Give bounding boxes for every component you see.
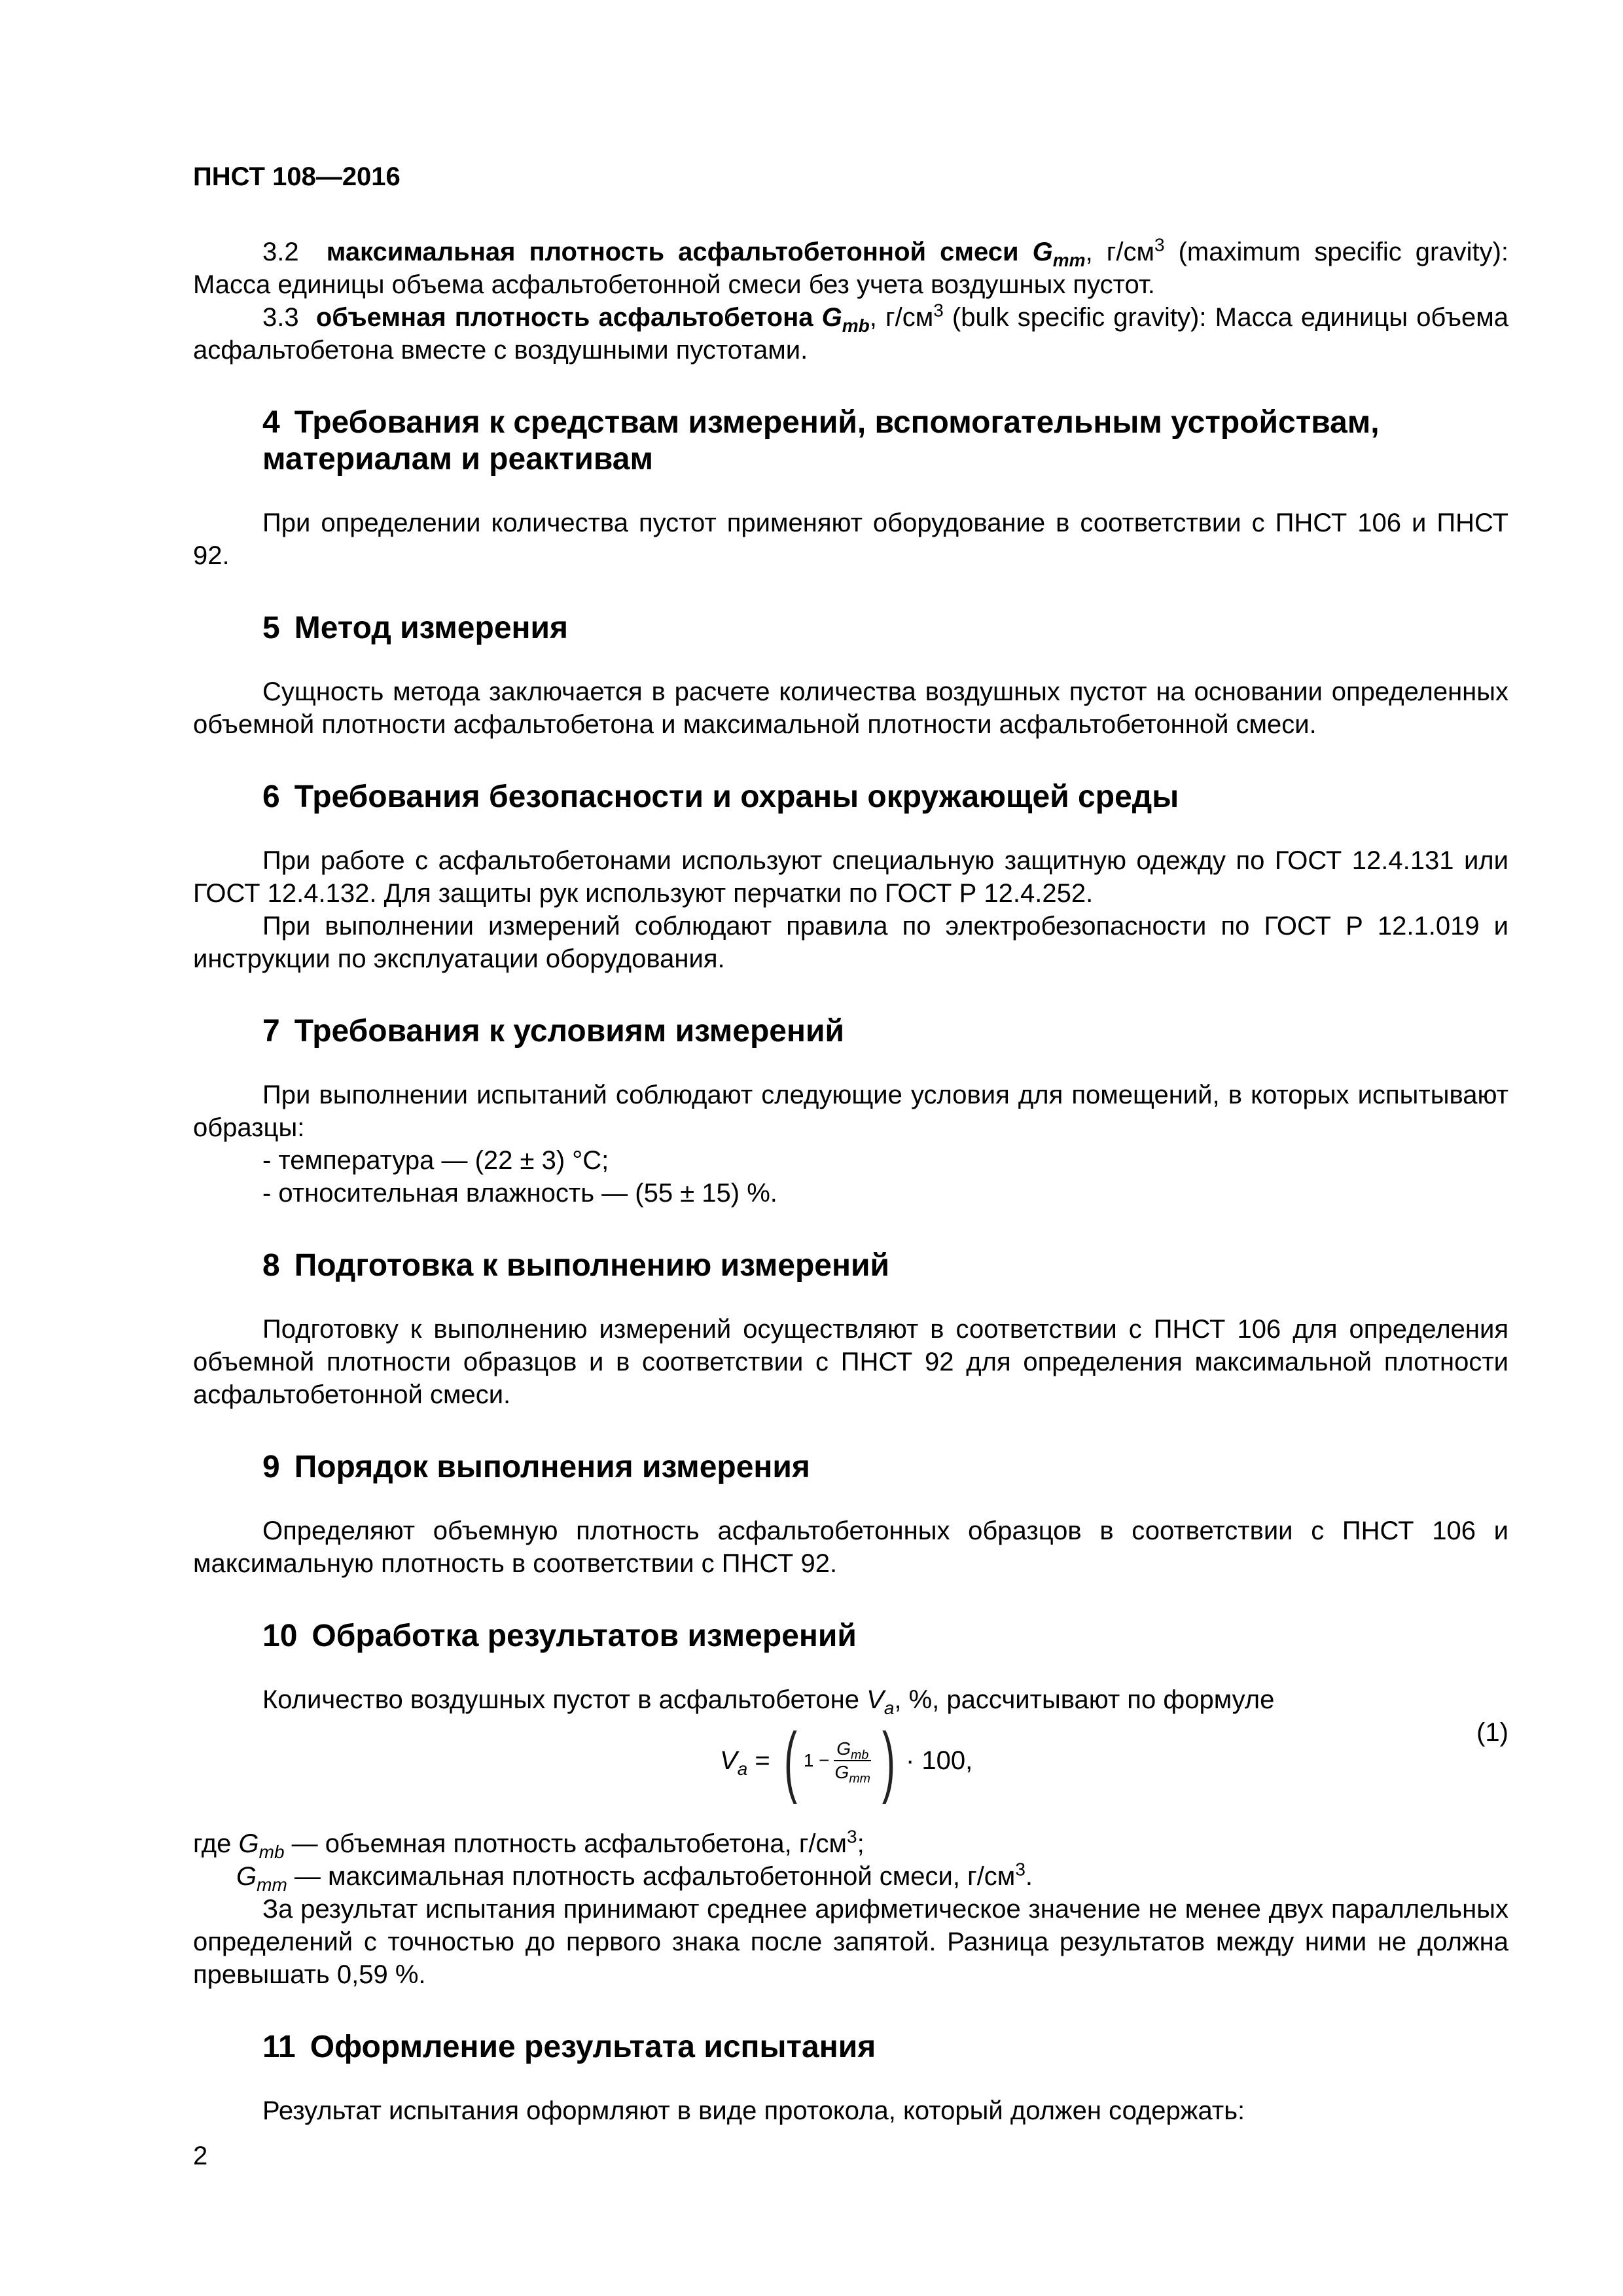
one-minus: 1 −	[803, 1750, 830, 1770]
definition-text: Масса единицы объема асфальтобетонной смеси без учета воздушных пустот.	[193, 270, 1155, 299]
section-title: Обработка результатов измерений	[312, 1619, 857, 1653]
section-8-paragraph: Подготовку к выполнению измерений осуществляют в соответствии с ПНСТ 106 для определения объемной плотности образцов и в соответствии с ПНСТ 92 для определения максимальной плотности асфальтобетонной смеси.	[193, 1315, 1508, 1409]
symbol: G	[1032, 238, 1053, 266]
section-number: 7	[262, 1014, 280, 1049]
gmb-text: — объемная плотность асфальтобетона, г/см	[284, 1829, 847, 1858]
section-11-heading	[193, 2029, 1508, 2066]
document-body	[193, 236, 1508, 2127]
gmb-end: ;	[857, 1829, 865, 1858]
section-title: Порядок выполнения измерения	[294, 1450, 810, 1484]
gmm-subscript: mm	[257, 1874, 287, 1895]
lhs-subscript: a	[737, 1759, 748, 1779]
english-term: (bulk specific gravity):	[943, 303, 1207, 332]
va-symbol: V	[866, 1685, 884, 1714]
section-number: 4	[262, 405, 280, 440]
section-number: 11	[262, 2030, 296, 2064]
variable-definition-gmb	[193, 1827, 1508, 1860]
definition-term: объемная плотность асфальтобетона	[315, 303, 813, 332]
symbol-subscript: mb	[842, 315, 870, 336]
formula-lhs	[720, 1744, 747, 1777]
gmb-symbol: G	[238, 1829, 259, 1858]
section-9-heading	[193, 1449, 1508, 1486]
lhs-symbol: V	[720, 1746, 738, 1775]
fraction-numerator	[834, 1738, 871, 1761]
section-4-paragraph: При определении количества пустот применяют оборудование в соответствии с ПНСТ 106 и ПНСТ 92.	[193, 509, 1508, 570]
section-7-heading	[193, 1013, 1508, 1050]
va-subscript: a	[883, 1698, 895, 1718]
section-6-paragraph-2: При выполнении измерений соблюдают правила по электробезопасности по ГОСТ Р 12.1.019 и инструкции по эксплуатации оборудования.	[193, 912, 1508, 973]
definition-number: 3.3	[262, 303, 299, 332]
definition-text: Масса единицы объема асфальтобетона вместе с воздушными пустотами.	[193, 303, 1509, 365]
section-10-result-paragraph: За результат испытания принимают среднее арифметическое значение не менее двух параллельных определений с точностью до первого знака после запятой. Разница результатов между ними не должна превышать 0,59 %.	[193, 1895, 1508, 1989]
list-item: - относительная влажность — (55 ± 15) %.	[262, 1179, 777, 1208]
list-item: - температура — (22 ± 3) °C;	[262, 1146, 609, 1175]
num-symbol: G	[836, 1738, 851, 1759]
gmm-superscript: 3	[1015, 1859, 1026, 1880]
times-100: · 100,	[905, 1746, 973, 1775]
equals-sign: =	[747, 1746, 777, 1775]
symbol: G	[821, 303, 842, 332]
section-number: 6	[262, 780, 280, 814]
unit: , г/см	[1085, 238, 1154, 266]
fraction-denominator	[832, 1761, 873, 1784]
definition-number: 3.2	[262, 238, 299, 266]
unit-superscript: 3	[933, 300, 944, 321]
section-number: 8	[262, 1248, 280, 1283]
intro-text: Количество воздушных пустот в асфальтобетоне	[262, 1685, 867, 1714]
section-6-heading	[193, 779, 1508, 816]
section-title: Подготовка к выполнению измерений	[294, 1248, 889, 1283]
right-paren: )	[882, 1717, 895, 1804]
section-title: Метод измерения	[294, 611, 569, 645]
unit: , г/см	[869, 303, 934, 332]
fraction	[832, 1738, 873, 1784]
gmm-end: .	[1025, 1862, 1033, 1891]
english-term: (maximum specific gravity):	[1164, 238, 1509, 266]
formula-1	[193, 1716, 1508, 1827]
definition-term: максимальная плотность асфальтобетонной смеси	[326, 238, 1019, 266]
section-7-paragraph: При выполнении испытаний соблюдают следующие условия для помещений, в которых испытывают образцы:	[193, 1081, 1508, 1142]
definition-3-3	[193, 301, 1508, 367]
equation-number: (1)	[1476, 1718, 1508, 1747]
section-11-paragraph: Результат испытания оформляют в виде протокола, который должен содержать:	[262, 2096, 1245, 2125]
section-title: Требования к средствам измерений, вспомогательным устройствам,	[294, 405, 1380, 440]
gmb-subscript: mb	[259, 1842, 285, 1862]
intro-text-end: , %, рассчитывают по формуле	[894, 1685, 1275, 1714]
variable-definition-gmm	[193, 1860, 1508, 1893]
definition-3-2	[193, 236, 1508, 301]
section-title: Оформление результата испытания	[310, 2030, 876, 2064]
page-number: 2	[193, 2142, 208, 2170]
section-number: 5	[262, 611, 280, 645]
section-5-paragraph: Сущность метода заключается в расчете количества воздушных пустот на основании определенных объемной плотности асфальтобетона и максимальной плотности асфальтобетонной смеси.	[193, 677, 1508, 739]
section-title: Требования безопасности и охраны окружающей среды	[294, 780, 1179, 814]
formula-expression	[720, 1717, 973, 1804]
num-subscript: mb	[851, 1748, 869, 1763]
section-4-heading	[193, 404, 1508, 478]
section-number: 9	[262, 1450, 280, 1484]
section-6-paragraph-1: При работе с асфальтобетонами используют специальную защитную одежду по ГОСТ 12.4.131 или ГОСТ 12.4.132. Для защиты рук используют перчатки по ГОСТ Р 12.4.252.	[193, 846, 1508, 908]
unit-superscript: 3	[1154, 234, 1165, 255]
gmm-symbol: G	[236, 1862, 257, 1891]
den-subscript: mm	[849, 1771, 870, 1786]
section-title-cont: материалам и реактивам	[262, 442, 653, 476]
symbol-subscript: mm	[1052, 250, 1086, 270]
section-10-heading	[193, 1618, 1508, 1655]
section-title: Требования к условиям измерений	[294, 1014, 844, 1049]
gmb-superscript: 3	[847, 1826, 857, 1847]
section-9-paragraph: Определяют объемную плотность асфальтобетонных образцов в соответствии с ПНСТ 106 и максимальную плотность в соответствии с ПНСТ 92.	[193, 1516, 1508, 1578]
section-number: 10	[262, 1619, 298, 1653]
left-paren: (	[783, 1717, 797, 1804]
den-symbol: G	[834, 1762, 849, 1782]
section-8-heading	[193, 1247, 1508, 1284]
where-prefix: где	[193, 1829, 239, 1858]
document-header: ПНСТ 108—2016	[193, 162, 401, 191]
section-10-intro	[193, 1683, 1508, 1716]
gmm-text: — максимальная плотность асфальтобетонной смеси, г/см	[287, 1862, 1016, 1891]
section-5-heading	[193, 610, 1508, 647]
